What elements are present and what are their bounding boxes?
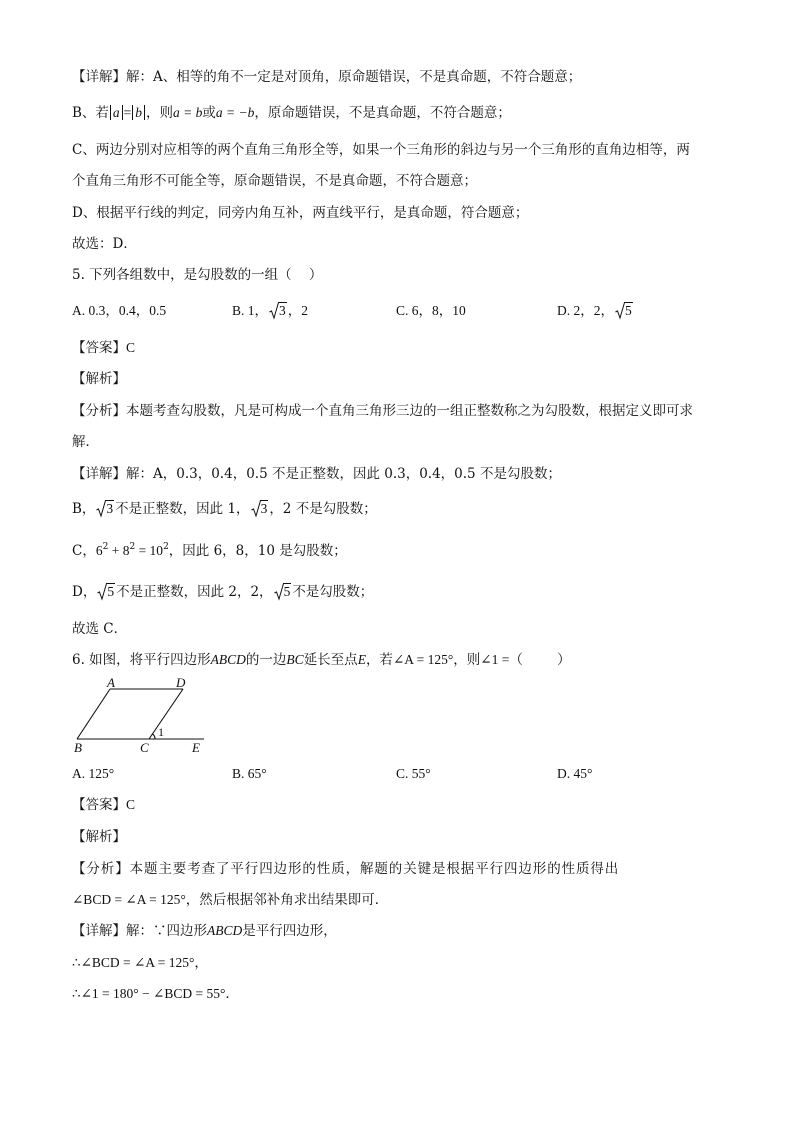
q6-answer: 【答案】C: [72, 797, 136, 813]
sqrt-symbol: 3: [251, 500, 269, 518]
q5-detail-b: B， 3 不是正整数，因此 1， 3 ，2 不是勾股数；: [72, 501, 377, 517]
q5-answer: 【答案】C: [72, 340, 136, 356]
label-angle-1: 1: [158, 725, 164, 739]
sqrt-symbol: 5: [615, 302, 633, 320]
q6-fenxi-line1: 【分析】本题主要考查了平行四边形的性质，解题的关键是根据平行四边形的性质得出: [72, 861, 620, 877]
q4-detail-b: B、若 a = b ，则a = b或a = −b，原命题错误，不是真命题，不符合题意；: [72, 105, 511, 121]
detail-tag: 【详解】: [72, 69, 126, 85]
sqrt-symbol: 5: [97, 583, 115, 601]
q5-fenxi-line1: 【分析】本题考查勾股数，凡是可构成一个直角三角形三边的一组正整数称之为勾股数，根据定义即可求: [72, 403, 693, 419]
q6-step2: ∴∠1 = 180° − ∠BCD = 55°．: [72, 986, 239, 1001]
q5-option-d: D. 2，2， 5: [557, 303, 632, 318]
sqrt-symbol: 3: [269, 302, 287, 320]
q6-option-c: C. 55°: [396, 766, 431, 781]
q5-detail-a: 【详解】解：A，0.3，0.4，0.5 不是正整数，因此 0.3，0.4，0.5 不是勾股数；: [72, 466, 561, 482]
q5-detail-d: D， 5 不是正整数，因此 2，2， 5 不是勾股数；: [72, 584, 374, 600]
label-b: B: [74, 740, 82, 755]
label-a: A: [107, 676, 115, 690]
q4-detail-c-line2: 个直角三角形不可能全等，原命题错误，不是真命题，不符合题意；: [72, 173, 477, 189]
q6-option-d: D. 45°: [557, 766, 593, 781]
q5-option-c: C. 6，8，10: [396, 303, 466, 318]
q6-option-a: A. 125°: [72, 766, 115, 781]
q6-analysis-tag: 【解析】: [72, 829, 126, 845]
q5-fenxi-line2: 解．: [72, 434, 99, 450]
q4-conclusion: 故选：D．: [72, 236, 137, 252]
q6-fenxi-line2: ∠BCD = ∠A = 125°，然后根据邻补角求出结果即可．: [72, 892, 389, 908]
q6-option-b: B. 65°: [232, 766, 267, 781]
q5-conclusion: 故选 C．: [72, 621, 128, 637]
q4-detail-a: 【详解】解：A、相等的角不一定是对顶角，原命题错误，不是真命题，不符合题意；: [72, 69, 582, 85]
q6-detail: 【详解】解：∵四边形ABCD是平行四边形，: [72, 923, 337, 939]
q5-option-b: B. 1， 3 ，2: [232, 303, 309, 318]
label-e: E: [192, 740, 200, 755]
sqrt-symbol: 5: [274, 583, 292, 601]
sqrt-symbol: 3: [96, 500, 114, 518]
q5-question: 5. 下列各组数中，是勾股数的一组（ ）: [72, 267, 323, 283]
q4-detail-d: D、根据平行线的判定，同旁内角互补，两直线平行，是真命题，符合题意；: [72, 205, 529, 221]
q4-detail-c-line1: C、两边分别对应相等的两个直角三角形全等，如果一个三角形的斜边与另一个三角形的直角边相等，两: [72, 142, 690, 158]
q5-analysis-tag: 【解析】: [72, 371, 126, 387]
q5-option-a: A. 0.3，0.4，0.5: [72, 303, 167, 318]
label-d: D: [176, 676, 186, 690]
parallelogram-figure: [72, 676, 212, 756]
q6-step1: ∴∠BCD = ∠A = 125°，: [72, 955, 208, 970]
q6-question: 6. 如图，将平行四边形ABCD的一边BC延长至点E，若∠A = 125°，则∠1 =（ ）: [72, 652, 571, 668]
q5-detail-c: C，$6^2 + 8^2 = 10^2$，因此 6，8，10 是勾股数；: [72, 542, 347, 559]
label-c: C: [140, 740, 149, 755]
